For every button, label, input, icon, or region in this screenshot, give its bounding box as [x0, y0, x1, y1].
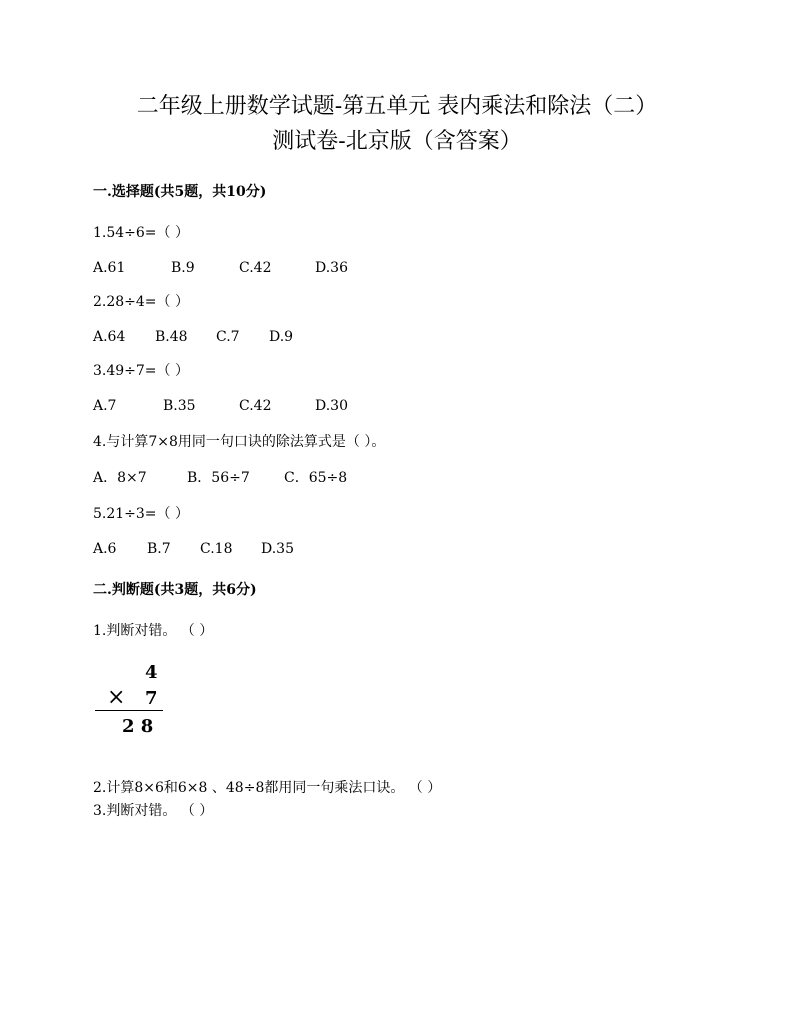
option-a: A．8×7 [93, 470, 147, 486]
multiplier: 7 [145, 688, 158, 709]
question-2: 2.28÷4=（ ） [93, 294, 189, 310]
option-a: A.6 [93, 541, 117, 557]
multiplicand: 4 [145, 662, 158, 683]
option-a: A.61 [93, 260, 126, 276]
question-4: 4.与计算7×8用同一句口诀的除法算式是（ ）。 [93, 434, 386, 450]
judgement-question-3: 3.判断对错。 （ ） [93, 803, 214, 819]
multiply-sign: × [107, 685, 126, 710]
question-1: 1.54÷6=（ ） [93, 225, 189, 241]
option-b: B.48 [155, 329, 188, 345]
option-b: B.35 [163, 398, 196, 414]
option-b: B.9 [171, 260, 195, 276]
vertical-multiplication-figure [95, 660, 175, 740]
option-c: C.7 [216, 329, 240, 345]
document-title-line1: 二年级上册数学试题-第五单元 表内乘法和除法（二） [136, 94, 658, 119]
option-c: C.42 [239, 260, 272, 276]
judgement-question-2: 2.计算8×6和6×8 、48÷8都用同一句乘法口诀。 （ ） [93, 780, 442, 796]
judgement-question-1: 1.判断对错。 （ ） [93, 623, 214, 639]
option-d: D.9 [269, 329, 294, 345]
question-3: 3.49÷7=（ ） [93, 363, 189, 379]
option-d: D.35 [261, 541, 294, 557]
option-c: C．65÷8 [284, 470, 348, 486]
section-heading-choice: 一.选择题(共5题，共10分) [93, 184, 267, 200]
document-title-line2: 测试卷-北京版（含答案） [272, 129, 522, 154]
option-d: D.36 [315, 260, 348, 276]
sum-line [95, 710, 163, 711]
section-heading-judgement: 二.判断题(共3题，共6分) [93, 582, 257, 598]
product: 2 8 [122, 716, 154, 737]
option-a: A.7 [93, 398, 117, 414]
option-a: A.64 [93, 329, 126, 345]
option-d: D.30 [315, 398, 348, 414]
option-c: C.42 [239, 398, 272, 414]
option-b: B．56÷7 [187, 470, 250, 486]
question-5: 5.21÷3=（ ） [93, 506, 189, 522]
option-c: C.18 [200, 541, 233, 557]
option-b: B.7 [147, 541, 171, 557]
